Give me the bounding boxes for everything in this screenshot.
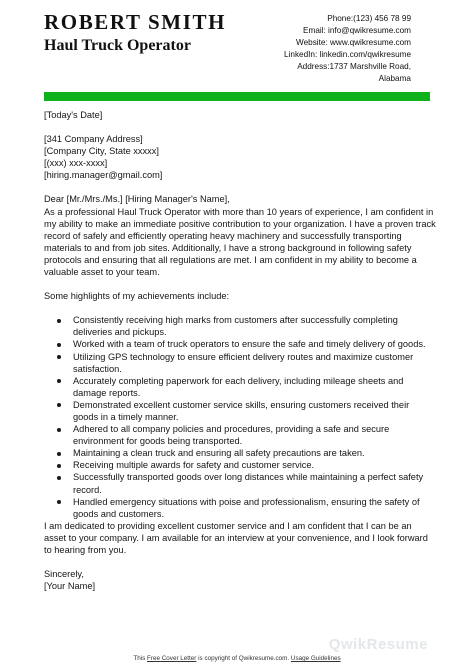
footer-prefix: This xyxy=(133,655,146,662)
letter-body xyxy=(44,109,436,592)
free-cover-letter-link[interactable]: Free Cover Letter xyxy=(147,655,197,662)
salutation: Dear [Mr./Mrs./Ms.] [Hiring Manager's Name], xyxy=(44,194,230,205)
recipient-phone-line: [(xxx) xxx-xxxx] xyxy=(44,158,108,169)
contact-phone: Phone:(123) 456 78 99 xyxy=(327,14,411,23)
recipient-address-line: [341 Company Address] xyxy=(44,134,143,145)
contact-linkedin: LinkedIn: linkedin.com/qwikresume xyxy=(284,50,411,59)
list-item: Consistently receiving high marks from customers after successfully completing deliveries and pickups. xyxy=(73,314,436,338)
signature-name: [Your Name] xyxy=(44,581,96,592)
list-item: Receiving multiple awards for safety and customer service. xyxy=(73,459,436,471)
list-item: Successfully transported goods over long distances while maintaining a perfect safety record. xyxy=(73,471,436,495)
contact-block xyxy=(284,13,411,85)
copyright-footer xyxy=(0,655,474,662)
closing-paragraph: I am dedicated to providing excellent customer service and I am confident that I can be an asset to your company. I am available for an interview at your convenience, and I look forward to hearing from you. xyxy=(44,520,428,555)
intro-paragraph: As a professional Haul Truck Operator with more than 10 years of experience, I am confident in my ability to make an immediate positive contribution to your organization. I have a proven track record of safely and efficiently operating heavy machinery and successfully transporting materials to and from job sites. Additionally, I have a strong background in following safety protocols and ensuring that all regulations are met. I am confident in my ability to become a valuable asset to your team. xyxy=(44,206,436,278)
applicant-job-title: Haul Truck Operator xyxy=(44,37,191,54)
contact-address-line1: Address:1737 Marshville Road, xyxy=(297,62,411,71)
list-item: Accurately completing paperwork for each delivery, including mileage sheets and damage reports. xyxy=(73,375,436,399)
list-item: Demonstrated excellent customer service skills, ensuring customers received their goods in a timely manner. xyxy=(73,399,436,423)
recipient-city-line: [Company City, State xxxxx] xyxy=(44,146,159,157)
list-item: Utilizing GPS technology to ensure efficient delivery routes and maximize customer satisfaction. xyxy=(73,351,436,375)
contact-website: Website: www.qwikresume.com xyxy=(296,38,411,47)
highlights-intro: Some highlights of my achievements include: xyxy=(44,291,230,302)
applicant-name: ROBERT SMITH xyxy=(44,10,227,34)
signoff: Sincerely, xyxy=(44,569,84,580)
list-item: Worked with a team of truck operators to ensure the safe and timely delivery of goods. xyxy=(73,338,436,350)
footer-middle: is copyright of Qwikresume.com. xyxy=(198,655,290,662)
list-item: Maintaining a clean truck and ensuring all safety precautions are taken. xyxy=(73,447,436,459)
highlights-list xyxy=(44,314,436,520)
header-divider-bar xyxy=(44,92,430,101)
usage-guidelines-link[interactable]: Usage Guidelines xyxy=(290,655,341,662)
recipient-email-line: [hiring.manager@gmail.com] xyxy=(44,170,163,181)
list-item: Handled emergency situations with poise and professionalism, ensuring the safety of goods and customers. xyxy=(73,496,436,520)
brand-watermark: QwikResume xyxy=(328,636,428,653)
contact-address-line2: Alabama xyxy=(378,74,411,83)
letter-date: [Today's Date] xyxy=(44,110,103,120)
list-item: Adhered to all company policies and procedures, providing a safe and secure environment for goods being transported. xyxy=(73,423,436,447)
contact-email: Email: info@qwikresume.com xyxy=(303,26,411,35)
